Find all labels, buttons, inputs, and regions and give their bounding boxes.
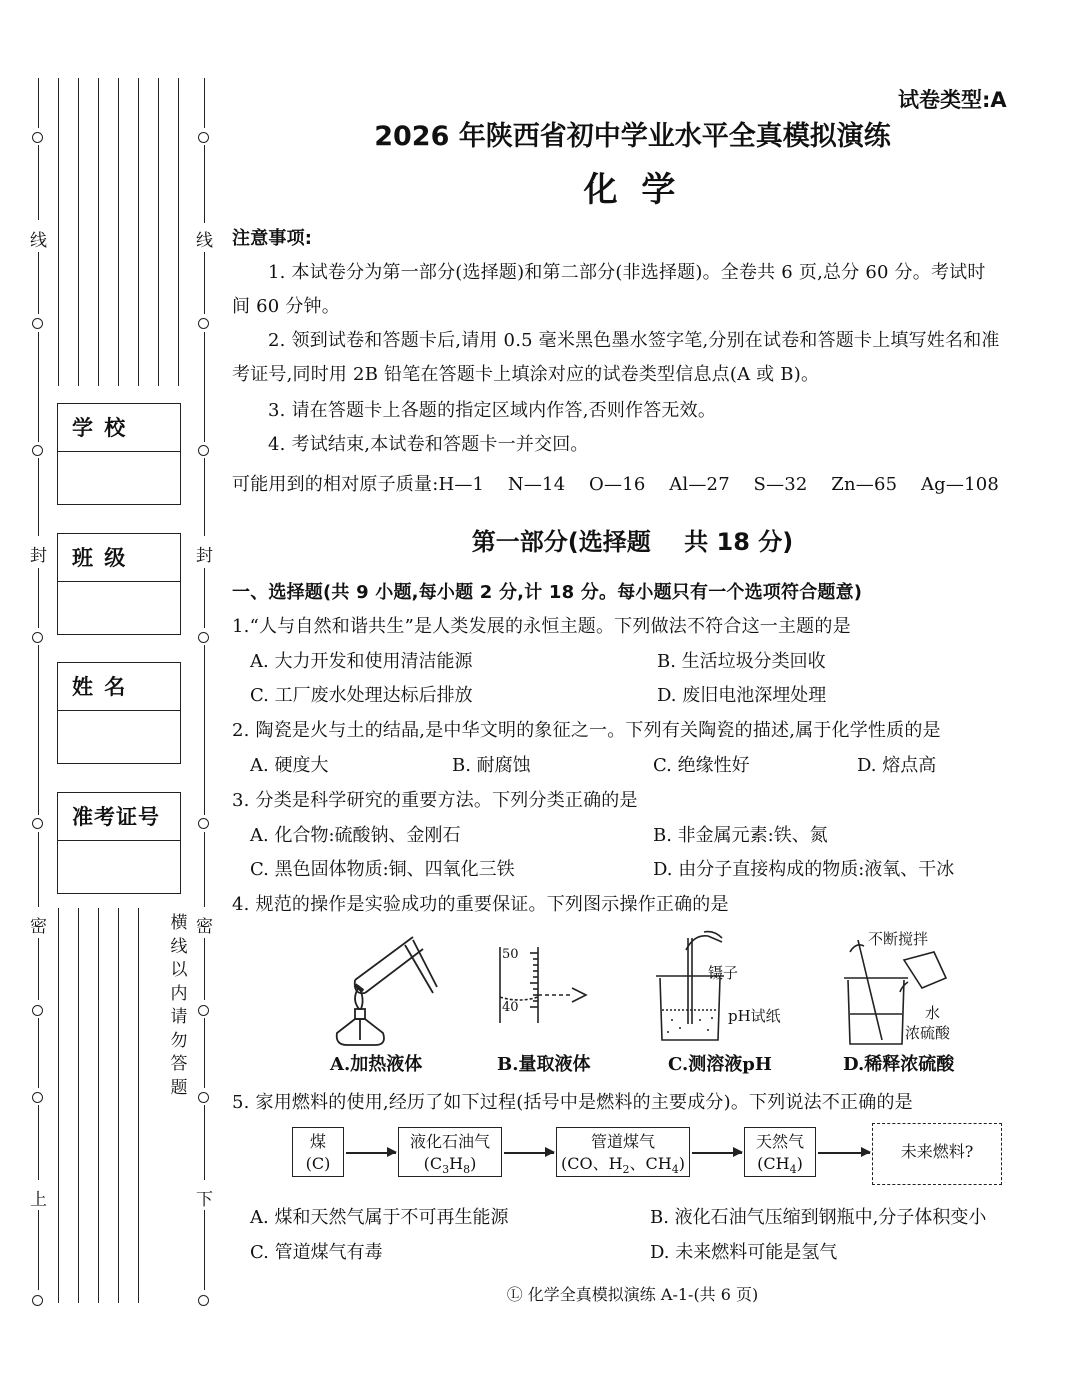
binding-ring-icon [32, 1295, 43, 1306]
q2-option-c[interactable]: C. 绝缘性好 [653, 755, 750, 776]
margin-line [38, 458, 39, 536]
fuel-box-pipe-gas [556, 1127, 690, 1177]
margin-line [38, 938, 39, 1000]
margin-line-char: 线 [30, 231, 47, 251]
no-answer-notice: 横线以内请勿答题 [170, 913, 188, 1098]
margin-seal-char: 封 [196, 546, 213, 566]
fuel-pipe-gas-formula: (CO、$H_2$、$CH_4$) [560, 1154, 685, 1177]
writing-line [98, 78, 99, 386]
label-tweezers: 镊子 [708, 964, 739, 982]
binding-ring-icon [32, 632, 43, 643]
fuel-box-coal [292, 1127, 344, 1177]
binding-ring-icon [32, 818, 43, 829]
margin-line [204, 78, 205, 128]
class-label: 班 级 [58, 534, 180, 582]
binding-ring-icon [198, 1005, 209, 1016]
fuel-pipe-gas-label: 管道煤气 [590, 1132, 655, 1151]
q5-option-d[interactable]: D. 未来燃料可能是氢气 [650, 1242, 838, 1263]
q1-option-b[interactable]: B. 生活垃圾分类回收 [657, 651, 826, 672]
notice-item-1: 1. 本试卷分为第一部分(选择题)和第二部分(非选择题)。全卷共 6 页,总分 60 分。考试时 [268, 262, 986, 283]
school-field[interactable] [57, 403, 181, 505]
label-water: 水 [925, 1004, 941, 1022]
binding-ring-icon [32, 445, 43, 456]
q5-option-b[interactable]: B. 液化石油气压缩到钢瓶中,分子体积变小 [650, 1207, 987, 1228]
q4-caption-d[interactable]: D.稀释浓硫酸 [843, 1054, 955, 1075]
fuel-coal-formula: (C) [305, 1154, 331, 1173]
writing-line [118, 908, 119, 1303]
q3-option-a[interactable]: A. 化合物:硫酸钠、金刚石 [250, 825, 461, 846]
notice-item-3: 3. 请在答题卡上各题的指定区域内作答,否则作答无效。 [268, 400, 717, 421]
exam-number-field[interactable] [57, 792, 181, 894]
margin-line-char: 线 [196, 231, 213, 251]
binding-ring-icon [32, 318, 43, 329]
fuel-natural-gas-label: 天然气 [755, 1132, 804, 1151]
margin-line [204, 832, 205, 907]
q2-option-a[interactable]: A. 硬度大 [250, 755, 329, 776]
q2-option-b[interactable]: B. 耐腐蚀 [452, 755, 531, 776]
q4-caption-b[interactable]: B.量取液体 [497, 1054, 591, 1075]
notice-item-2-cont: 考证号,同时用 2B 铅笔在答题卡上填涂对应的试卷类型信息点(A 或 B)。 [232, 364, 820, 385]
writing-line [158, 78, 159, 386]
margin-line [38, 332, 39, 442]
margin-line [204, 938, 205, 1000]
margin-line [204, 252, 205, 314]
fuel-box-natural-gas [744, 1127, 816, 1177]
margin-line [204, 145, 205, 223]
q1-option-d[interactable]: D. 废旧电池深埋处理 [657, 685, 827, 706]
question-1-stem: 1.“人与自然和谐共生”是人类发展的永恒主题。下列做法不符合这一主题的是 [232, 616, 851, 637]
binding-ring-icon [198, 132, 209, 143]
question-3-stem: 3. 分类是科学研究的重要方法。下列分类正确的是 [232, 790, 638, 811]
margin-secret-char: 密 [196, 917, 213, 937]
writing-line [118, 78, 119, 386]
q4-caption-c[interactable]: C.测溶液pH [668, 1054, 772, 1075]
arrow-icon [346, 1152, 396, 1154]
name-label: 姓 名 [58, 663, 180, 711]
fuel-box-lpg [398, 1127, 502, 1177]
margin-line [204, 332, 205, 442]
margin-seal-char: 封 [30, 546, 47, 566]
question-5-stem: 5. 家用燃料的使用,经历了如下过程(括号中是燃料的主要成分)。下列说法不正确的是 [232, 1092, 913, 1113]
arrow-icon [504, 1152, 554, 1154]
subject-title: 化 学 [583, 170, 682, 210]
fuel-future-label: 未来燃料? [900, 1142, 974, 1161]
binding-ring-icon [198, 445, 209, 456]
q3-option-c[interactable]: C. 黑色固体物质:铜、四氧化三铁 [250, 859, 515, 880]
alcohol-lamp-heating-icon [325, 925, 445, 1050]
notice-item-4: 4. 考试结束,本试卷和答题卡一并交回。 [268, 434, 589, 455]
margin-secret-char: 密 [30, 917, 47, 937]
binding-ring-icon [32, 132, 43, 143]
margin-line [204, 568, 205, 628]
school-label: 学 校 [58, 404, 180, 452]
margin-line [38, 1105, 39, 1180]
margin-line [204, 645, 205, 815]
margin-line [204, 1105, 205, 1180]
fuel-lpg-formula: $(C_3H_8)$ [423, 1154, 477, 1177]
page-title: 2026 年陕西省初中学业水平全真模拟演练 [374, 121, 891, 152]
margin-line [38, 145, 39, 220]
atomic-masses: 可能用到的相对原子质量:H—1 N—14 O—16 Al—27 S—32 Zn—65 Ag—108 [232, 474, 1000, 495]
writing-line [98, 908, 99, 1303]
writing-line [178, 78, 179, 386]
q3-option-b[interactable]: B. 非金属元素:铁、氮 [653, 825, 828, 846]
notice-item-2: 2. 领到试卷和答题卡后,请用 0.5 毫米黑色墨水签字笔,分别在试卷和答题卡上填写姓名和准 [268, 330, 1000, 351]
question-4-stem: 4. 规范的操作是实验成功的重要保证。下列图示操作正确的是 [232, 894, 729, 915]
label-stir: 不断搅拌 [868, 930, 929, 948]
name-field[interactable] [57, 662, 181, 764]
scale-label-top: 50 [502, 947, 519, 962]
arrow-icon [692, 1152, 742, 1154]
margin-up-char: 上 [30, 1190, 47, 1210]
writing-line [58, 78, 59, 386]
ph-test-beaker-icon [652, 928, 732, 1046]
binding-ring-icon [32, 1005, 43, 1016]
margin-line [204, 458, 205, 536]
q5-option-a[interactable]: A. 煤和天然气属于不可再生能源 [250, 1207, 509, 1228]
binding-ring-icon [198, 818, 209, 829]
binding-ring-icon [198, 632, 209, 643]
scale-label-bottom: 40 [502, 1000, 519, 1015]
writing-line [78, 78, 79, 386]
page-footer: Ⓛ 化学全真模拟演练 A-1-(共 6 页) [506, 1285, 759, 1304]
binding-ring-icon [198, 1092, 209, 1103]
margin-line [38, 1018, 39, 1088]
part1-title: 第一部分(选择题 共 18 分) [471, 528, 794, 556]
section1-heading: 一、选择题(共 9 小题,每小题 2 分,计 18 分。每小题只有一个选项符合题意) [232, 582, 863, 603]
label-conc-acid: 浓硫酸 [905, 1024, 951, 1042]
exam-number-label: 准考证号 [58, 793, 180, 841]
q2-option-d[interactable]: D. 熔点高 [857, 755, 937, 776]
margin-line [38, 252, 39, 314]
question-2-stem: 2. 陶瓷是火与土的结晶,是中华文明的象征之一。下列有关陶瓷的描述,属于化学性质的是 [232, 720, 941, 741]
margin-line [38, 1210, 39, 1290]
fuel-box-future [872, 1123, 1002, 1185]
margin-line [38, 645, 39, 815]
margin-line [38, 568, 39, 628]
binding-ring-icon [32, 1092, 43, 1103]
fuel-lpg-label: 液化石油气 [409, 1132, 490, 1151]
arrow-icon [818, 1152, 870, 1154]
q1-option-c[interactable]: C. 工厂废水处理达标后排放 [250, 685, 473, 706]
writing-line [138, 908, 139, 1303]
label-ph-paper: pH试纸 [728, 1007, 781, 1025]
paper-type: 试卷类型:A [898, 88, 1007, 112]
margin-line [204, 1018, 205, 1088]
q3-option-d[interactable]: D. 由分子直接构成的物质:液氧、干冰 [653, 859, 955, 880]
margin-line [38, 832, 39, 907]
fuel-natural-gas-formula: $(CH_4)$ [757, 1154, 803, 1177]
binding-ring-icon [198, 318, 209, 329]
class-field[interactable] [57, 533, 181, 635]
margin-line [204, 1210, 205, 1290]
margin-line [38, 78, 39, 128]
q5-option-c[interactable]: C. 管道煤气有毒 [250, 1242, 383, 1263]
writing-line [78, 908, 79, 1303]
notice-item-1-cont: 间 60 分钟。 [232, 296, 340, 317]
writing-line [58, 908, 59, 1303]
margin-down-char: 下 [196, 1190, 213, 1210]
binding-ring-icon [198, 1295, 209, 1306]
notice-heading: 注意事项: [232, 228, 313, 249]
fuel-coal-label: 煤 [309, 1132, 326, 1151]
q4-caption-a[interactable]: A.加热液体 [330, 1054, 423, 1075]
q1-option-a[interactable]: A. 大力开发和使用清洁能源 [250, 651, 473, 672]
writing-line [138, 78, 139, 386]
